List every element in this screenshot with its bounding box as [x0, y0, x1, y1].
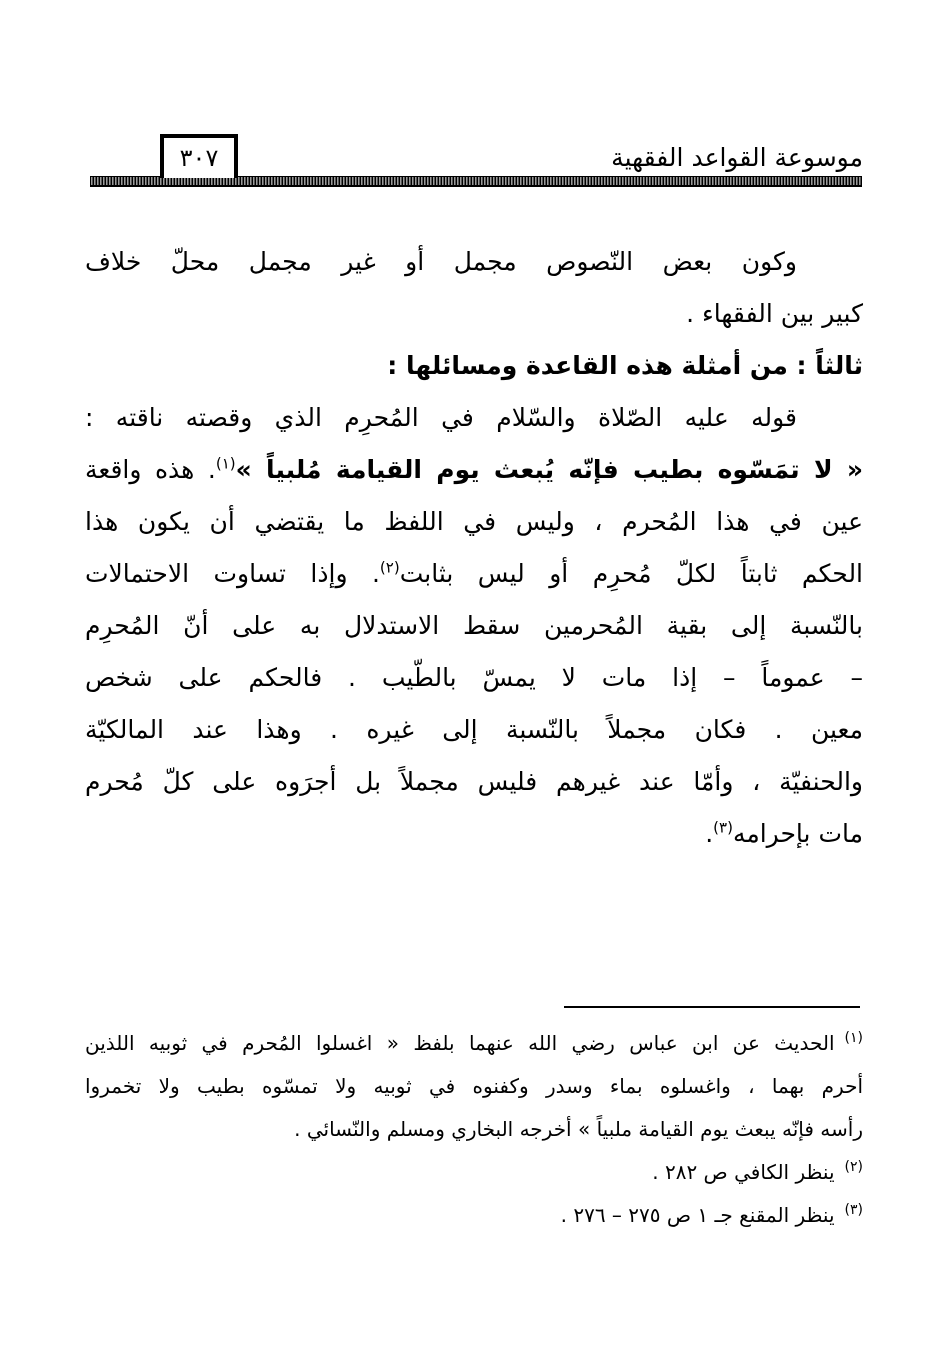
text-line: الحكم ثابتاً لكلّ مُحرِم أو ليس بثابت$^{(٢)}$. وإذا تساوت الاحتمالات [85, 558, 864, 588]
hadith-quote: « لا تمَسّوه بطيب فإنّه يُبعث يوم القيامة مُلبياً » [235, 455, 863, 484]
text-line: عين في هذا المُحرم ، وليس في اللفظ ما يقتضي أن يكون هذا [85, 507, 863, 536]
text-line: وكون بعض النّصوص مجمل أو غير مجمل محلّ خلاف [85, 247, 797, 276]
text-line: والحنفيّة ، وأمّا عند غيرهم فليس مجملاً بل أجرَوه على كلّ مُحرم [85, 767, 863, 796]
page-number: ٣٠٧ [179, 144, 219, 172]
page-number-box [160, 134, 238, 178]
footnote-1-line: أحرم بهما ، واغسلوه بماء وسدر وكفنوه في ثوبيه ولا تمسّوه بطيب ولا تخمروا [85, 1074, 863, 1098]
text-line: بالنّسبة إلى بقية المُحرمين سقط الاستدلال به على أنّ المُحرِم [85, 611, 863, 640]
footnote-1-line: (١)الحديث عن ابن عباس رضي الله عنهما بلفظ « اغسلوا المُحرم في ثوبيه اللذين [85, 1030, 863, 1055]
footnote-3: (٣)ينظر المقنع جـ ١ ص ٢٧٥ – ٢٧٦ . [560, 1202, 863, 1227]
footnote-2: (٢)ينظر الكافي ص ٢٨٢ . [652, 1159, 863, 1184]
text-line: – عموماً – إذا مات لا يمسّ بالطّيب . فالحكم على شخص [85, 663, 863, 692]
running-title: موسوعة القواعد الفقهية [611, 143, 863, 172]
section-heading: ثالثاً : من أمثلة هذه القاعدة ومسائلها : [387, 351, 863, 380]
text-line: معين . فكان مجملاً بالنّسبة إلى غيره . وهذا عند المالكيّة [85, 715, 863, 744]
footnote-ref-3[interactable]: (٣) [713, 818, 733, 837]
text-line: كبير بين الفقهاء . [686, 299, 863, 328]
footnote-1-line: رأسه فإنّه يبعث يوم القيامة ملبياً » أخرجه البخاري ومسلم والنّسائي . [294, 1117, 863, 1141]
footnote-ref-1[interactable]: (١) [215, 454, 236, 473]
text-line: مات بإحرامه$^{(٣)}$. [705, 818, 863, 848]
footnote-ref-2[interactable]: (٢) [379, 558, 400, 577]
footnote-separator [564, 1006, 860, 1008]
footnotes [85, 1022, 863, 1237]
text-line: « لا تمَسّوه بطيب فإنّه يُبعث يوم القيامة مُلبياً »$^{(١)}$. هذه واقعة [85, 454, 863, 484]
main-text [85, 236, 863, 860]
text-line: قوله عليه الصّلاة والسّلام في المُحرِم الذي وقصته ناقته : [85, 403, 797, 432]
